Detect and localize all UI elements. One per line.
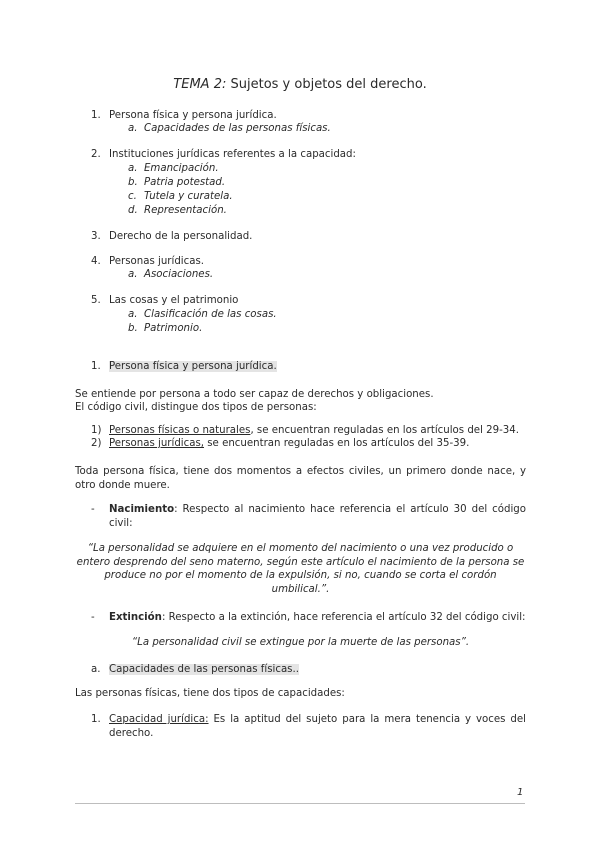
footer-divider: [75, 803, 525, 804]
extincion-item: Extinción: Respecto a la extinción, hace referencia el artículo 32 del código civil:: [109, 612, 526, 623]
toc-item-2a: a. Emancipación.: [128, 163, 219, 174]
toc-item-5: 5. Las cosas y el patrimonio: [91, 295, 239, 306]
toc-item-1: 1. Persona física y persona jurídica.: [91, 110, 277, 121]
toc-item-4a: a. Asociaciones.: [128, 269, 214, 280]
page-title: [0, 77, 600, 93]
toc-item-2d: d. Representación.: [128, 205, 227, 216]
page-number: 1: [517, 787, 524, 798]
person-type-2: 2) Personas jurídicas, se encuentran reguladas en los artículos del 35-39.: [91, 438, 470, 449]
capacity-1-num: 1.: [91, 714, 101, 725]
title-text: Sujetos y objetos del derecho.: [230, 77, 427, 92]
title-tema: TEMA 2:: [173, 77, 227, 92]
toc-item-2c: c. Tutela y curatela.: [128, 191, 233, 202]
toc-item-1a: a. Capacidades de las personas físicas.: [128, 123, 331, 134]
extincion-dash: -: [91, 612, 95, 623]
toc-item-4: 4. Personas jurídicas.: [91, 256, 205, 267]
capacities-intro: Las personas físicas, tiene dos tipos de capacidades:: [75, 688, 345, 699]
toc-item-5a: a. Clasificación de las cosas.: [128, 309, 277, 320]
toc-item-2b: b. Patria potestad.: [128, 177, 226, 188]
moments-paragraph: Toda persona física, tiene dos momentos a efectos civiles, un primero donde nace, y otro donde muere.: [75, 466, 526, 491]
subsection-a-heading: a. Capacidades de las personas físicas..: [91, 664, 299, 675]
toc-item-3: 3. Derecho de la personalidad.: [91, 231, 253, 242]
quote-nacimiento: “La personalidad se adquiere en el momento del nacimiento o una vez producido o entero desprendo del seno materno, según este artículo el nacimiento de la persona se produce no por el momento de la expulsión, si no, cuando se corta el cordón umbilical.”.: [76, 543, 525, 595]
quote-extincion: “La personalidad civil se extingue por la muerte de las personas”.: [131, 637, 470, 648]
nacimiento-dash: -: [91, 504, 95, 515]
toc-item-2: 2. Instituciones jurídicas referentes a la capacidad:: [91, 149, 356, 160]
capacity-1-item: Capacidad jurídica: Es la aptitud del sujeto para la mera tenencia y voces del derecho.: [109, 714, 526, 739]
toc-item-5b: b. Patrimonio.: [128, 323, 203, 334]
intro-line-2: El código civil, distingue dos tipos de personas:: [75, 402, 317, 413]
intro-line-1: Se entiende por persona a todo ser capaz de derechos y obligaciones.: [75, 389, 434, 400]
nacimiento-item: Nacimiento: Respecto al nacimiento hace referencia el artículo 30 del código civil:: [109, 504, 526, 529]
person-type-1: 1) Personas físicas o naturales, se encuentran reguladas en los artículos del 29-34.: [91, 425, 519, 436]
section-1-heading: 1. Persona física y persona jurídica.: [91, 361, 277, 372]
